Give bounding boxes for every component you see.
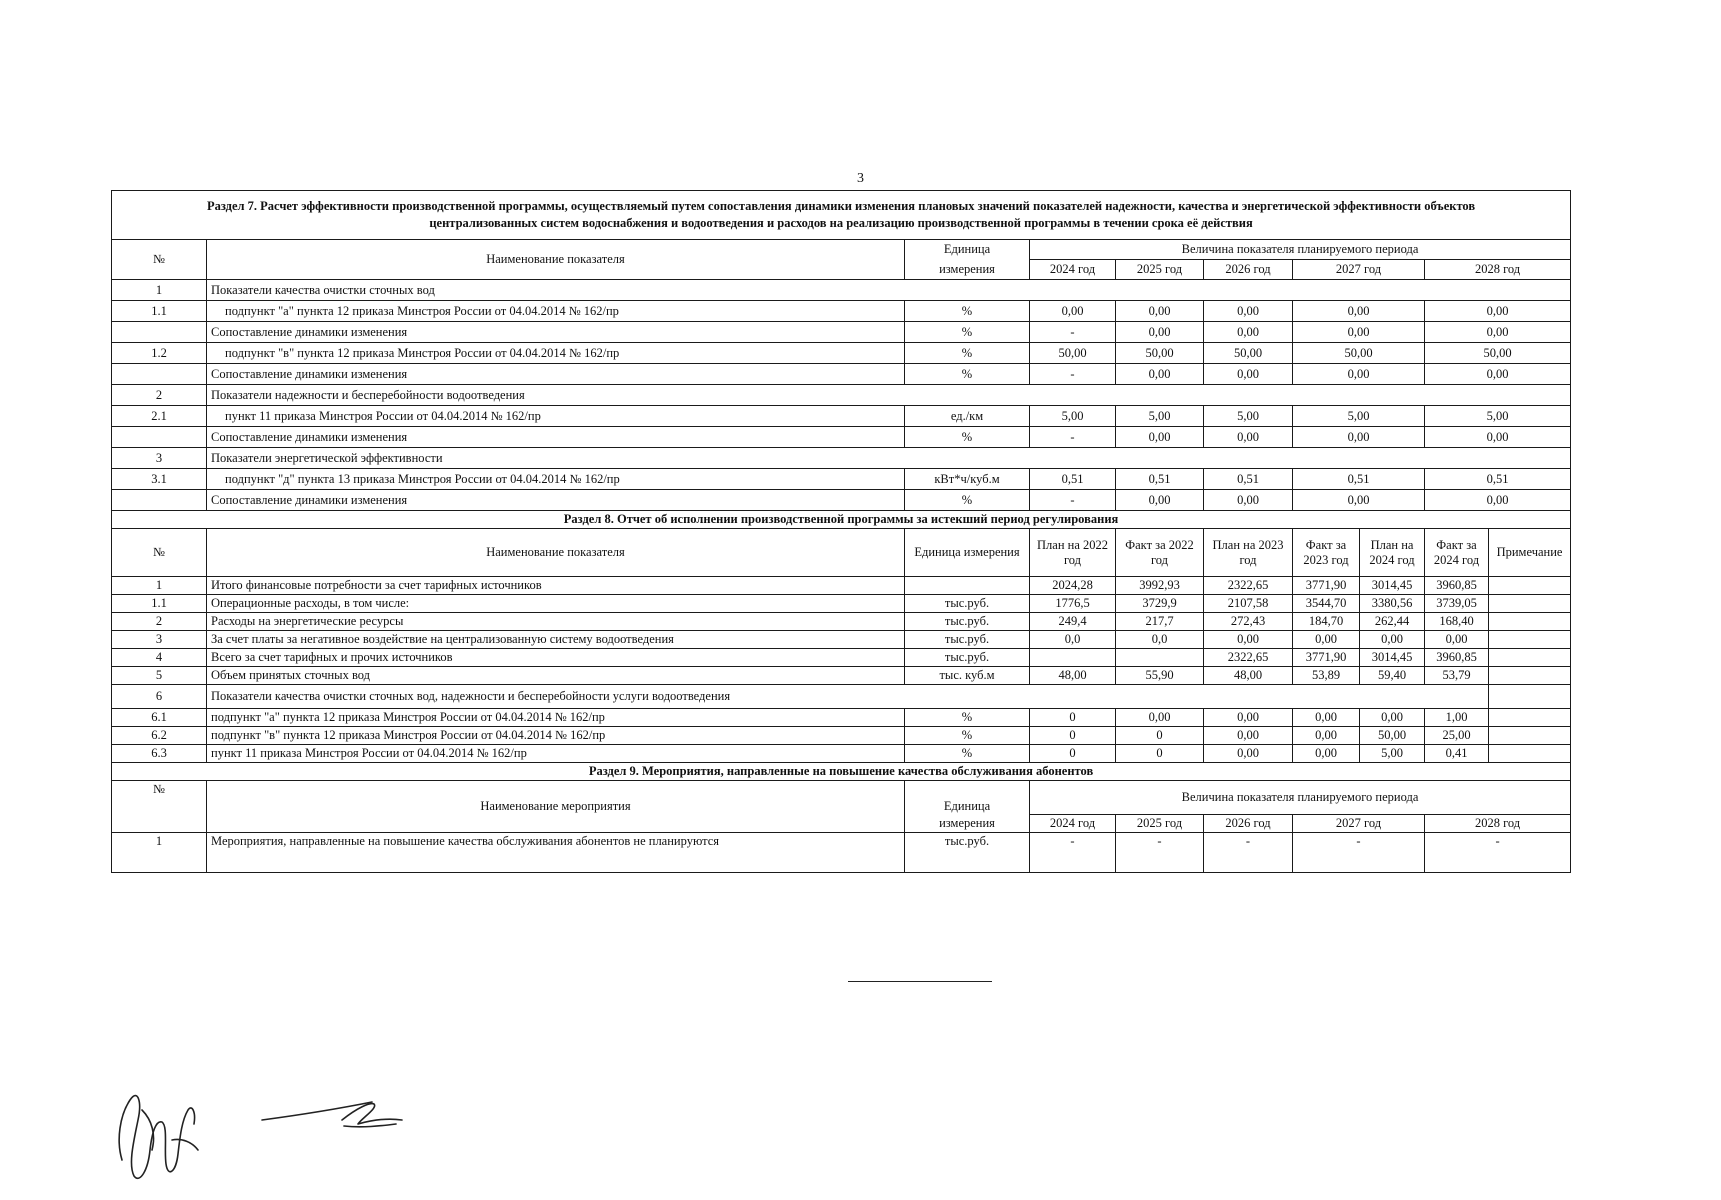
value-cell: 3739,05 — [1425, 595, 1489, 613]
value-cell: - — [1030, 322, 1116, 343]
value-cell: 5,00 — [1204, 406, 1293, 427]
section7-row — [112, 322, 1571, 343]
unit-cell: тыс.руб. — [905, 595, 1030, 613]
value-cell: 0,00 — [1293, 631, 1360, 649]
section7-row — [112, 427, 1571, 448]
value-cell: 0,51 — [1425, 469, 1571, 490]
indicator-name: подпункт "а" пункта 12 приказа Минстроя России от 04.04.2014 № 162/пр — [207, 709, 905, 727]
value-cell: 249,4 — [1030, 613, 1116, 631]
year-header: 2026 год — [1204, 260, 1293, 280]
value-cell: 0 — [1030, 745, 1116, 763]
value-cell: - — [1030, 427, 1116, 448]
indicator-name: подпункт "д" пункта 13 приказа Минстроя России от 04.04.2014 № 162/пр — [207, 469, 905, 490]
value-cell: - — [1030, 364, 1116, 385]
value-cell: 0,51 — [1293, 469, 1425, 490]
value-cell: 0,00 — [1204, 490, 1293, 511]
value-cell — [1116, 649, 1204, 667]
value-cell: 272,43 — [1204, 613, 1293, 631]
section7-row — [112, 490, 1571, 511]
value-cell: 25,00 — [1425, 727, 1489, 745]
section7-row — [112, 448, 1571, 469]
header-name: Наименование показателя — [207, 529, 905, 577]
value-cell: 3380,56 — [1360, 595, 1425, 613]
value-cell: 168,40 — [1425, 613, 1489, 631]
value-cell: 2322,65 — [1204, 577, 1293, 595]
value-cell: 48,00 — [1030, 667, 1116, 685]
value-cell: 0,00 — [1293, 745, 1360, 763]
indicator-name: За счет платы за негативное воздействие на централизованную систему водоотведения — [207, 631, 905, 649]
header-note: Примечание — [1489, 529, 1571, 577]
unit-cell: кВт*ч/куб.м — [905, 469, 1030, 490]
section7-row — [112, 406, 1571, 427]
row-number — [112, 490, 207, 511]
indicator-name: пункт 11 приказа Минстроя России от 04.04.2014 № 162/пр — [207, 406, 905, 427]
value-cell: 0,00 — [1204, 631, 1293, 649]
section8-title-row — [112, 511, 1571, 529]
note-cell — [1489, 595, 1571, 613]
section7-title-row — [112, 191, 1571, 240]
section8-row — [112, 727, 1571, 745]
section7-row — [112, 343, 1571, 364]
value-cell: 3729,9 — [1116, 595, 1204, 613]
handwritten-signature — [112, 1080, 422, 1190]
value-cell: 2024,28 — [1030, 577, 1116, 595]
col-unit-header: Единица — [905, 240, 1030, 260]
value-cell: 0,41 — [1425, 745, 1489, 763]
indicator-name: Сопоставление динамики изменения — [207, 427, 905, 448]
row-number: 1 — [112, 280, 207, 301]
indicator-name: Операционные расходы, в том числе: — [207, 595, 905, 613]
year-header: 2025 год — [1116, 260, 1204, 280]
row-number: 1.2 — [112, 343, 207, 364]
col-num-header: № — [112, 240, 207, 280]
row-number: 1.1 — [112, 595, 207, 613]
header-unit: Единица измерения — [905, 529, 1030, 577]
value-cell: 2107,58 — [1204, 595, 1293, 613]
value-cell: 0,00 — [1293, 301, 1425, 322]
value-cell: 0,51 — [1116, 469, 1204, 490]
value-cell: 0,00 — [1360, 709, 1425, 727]
indicator-name: подпункт "в" пункта 12 приказа Минстроя России от 04.04.2014 № 162/пр — [207, 727, 905, 745]
row-number: 3 — [112, 448, 207, 469]
col-name-header: Наименование мероприятия — [207, 781, 905, 833]
col-unit-header: Единица — [905, 781, 1030, 815]
value-cell: 0,00 — [1293, 727, 1360, 745]
unit-cell: % — [905, 745, 1030, 763]
row-number — [112, 427, 207, 448]
value-cell: 3544,70 — [1293, 595, 1360, 613]
header-fact2023: Факт за 2023 год — [1293, 529, 1360, 577]
value-cell: 0,51 — [1204, 469, 1293, 490]
indicator-name: Объем принятых сточных вод — [207, 667, 905, 685]
note-cell — [1489, 667, 1571, 685]
value-cell: 5,00 — [1360, 745, 1425, 763]
value-cell: 50,00 — [1293, 343, 1425, 364]
row-number: 6.1 — [112, 709, 207, 727]
note-cell — [1489, 727, 1571, 745]
section7-row — [112, 280, 1571, 301]
value-cell: 50,00 — [1204, 343, 1293, 364]
value-cell: 0,00 — [1116, 322, 1204, 343]
header-plan2023: План на 2023 год — [1204, 529, 1293, 577]
page-number: 3 — [857, 171, 864, 186]
unit-cell: тыс.руб. — [905, 613, 1030, 631]
value-cell: - — [1116, 833, 1204, 873]
row-number: 6 — [112, 685, 207, 709]
unit-cell: тыс.руб. — [905, 649, 1030, 667]
indicator-name: Всего за счет тарифных и прочих источников — [207, 649, 905, 667]
section9-title-row — [112, 763, 1571, 781]
value-cell: 50,00 — [1360, 727, 1425, 745]
value-cell: 53,79 — [1425, 667, 1489, 685]
value-cell: 5,00 — [1293, 406, 1425, 427]
section8-row — [112, 667, 1571, 685]
value-cell: 0,00 — [1204, 745, 1293, 763]
section8-title: Раздел 8. Отчет об исполнении производственной программы за истекший период регулирования — [112, 511, 1571, 529]
value-cell: 50,00 — [1425, 343, 1571, 364]
value-cell: 0,00 — [1293, 427, 1425, 448]
section8-row — [112, 745, 1571, 763]
value-cell: - — [1425, 833, 1571, 873]
value-cell: 1776,5 — [1030, 595, 1116, 613]
measure-name: Мероприятия, направленные на повышение качества обслуживания абонентов не планируются — [207, 833, 905, 873]
note-cell — [1489, 709, 1571, 727]
header-plan2022: План на 2022 год — [1030, 529, 1116, 577]
value-cell: 0,00 — [1204, 427, 1293, 448]
section7-row — [112, 469, 1571, 490]
header-num: № — [112, 529, 207, 577]
value-cell: 0,00 — [1204, 301, 1293, 322]
unit-cell: % — [905, 727, 1030, 745]
indicator-name: Сопоставление динамики изменения — [207, 490, 905, 511]
section7-row — [112, 364, 1571, 385]
value-cell: 53,89 — [1293, 667, 1360, 685]
value-cell: 0,00 — [1116, 301, 1204, 322]
value-cell: 0 — [1030, 727, 1116, 745]
indicator-name: подпункт "в" пункта 12 приказа Минстроя России от 04.04.2014 № 162/пр — [207, 343, 905, 364]
value-cell: 50,00 — [1030, 343, 1116, 364]
value-cell: 2322,65 — [1204, 649, 1293, 667]
indicator-name: подпункт "а" пункта 12 приказа Минстроя России от 04.04.2014 № 162/пр — [207, 301, 905, 322]
value-cell: 0,00 — [1116, 427, 1204, 448]
value-cell: - — [1030, 833, 1116, 873]
value-cell: 0,00 — [1116, 364, 1204, 385]
value-cell: 0,00 — [1425, 490, 1571, 511]
section9-title: Раздел 9. Мероприятия, направленные на повышение качества обслуживания абонентов — [112, 763, 1571, 781]
row-number: 3 — [112, 631, 207, 649]
value-cell: 3771,90 — [1293, 577, 1360, 595]
year-header: 2027 год — [1293, 260, 1425, 280]
value-cell: 217,7 — [1116, 613, 1204, 631]
value-cell: 0,00 — [1425, 364, 1571, 385]
header-plan2024: План на 2024 год — [1360, 529, 1425, 577]
value-cell: 5,00 — [1116, 406, 1204, 427]
value-cell: 0,00 — [1293, 364, 1425, 385]
note-cell — [1489, 631, 1571, 649]
row-number: 2 — [112, 613, 207, 631]
header-fact2024: Факт за 2024 год — [1425, 529, 1489, 577]
value-cell: 50,00 — [1116, 343, 1204, 364]
value-cell: 0,00 — [1293, 322, 1425, 343]
year-header: 2028 год — [1425, 260, 1571, 280]
note-cell — [1489, 613, 1571, 631]
value-cell: 1,00 — [1425, 709, 1489, 727]
unit-cell: % — [905, 343, 1030, 364]
col-unit-header-line2: измерения — [905, 260, 1030, 280]
note-cell — [1489, 649, 1571, 667]
value-cell: 3960,85 — [1425, 649, 1489, 667]
value-cell: - — [1293, 833, 1425, 873]
unit-cell: тыс.руб. — [905, 833, 1030, 873]
unit-cell: % — [905, 322, 1030, 343]
value-cell: 0,0 — [1116, 631, 1204, 649]
value-cell: 0,00 — [1116, 709, 1204, 727]
value-cell: 48,00 — [1204, 667, 1293, 685]
value-cell: 0,00 — [1360, 631, 1425, 649]
note-cell — [1489, 745, 1571, 763]
value-cell: 5,00 — [1030, 406, 1116, 427]
value-cell: 0,00 — [1204, 727, 1293, 745]
group-title: Показатели надежности и бесперебойности водоотведения — [207, 385, 1571, 406]
row-number: 5 — [112, 667, 207, 685]
unit-cell: % — [905, 364, 1030, 385]
value-cell: 3960,85 — [1425, 577, 1489, 595]
unit-cell: % — [905, 490, 1030, 511]
value-cell: 0,00 — [1030, 301, 1116, 322]
separator-line — [848, 981, 992, 982]
indicator-name: Итого финансовые потребности за счет тарифных источников — [207, 577, 905, 595]
section7-row — [112, 301, 1571, 322]
year-header: 2027 год — [1293, 815, 1425, 833]
value-cell: 0,00 — [1425, 631, 1489, 649]
col-name-header: Наименование показателя — [207, 240, 905, 280]
value-cell: - — [1204, 833, 1293, 873]
value-cell: 55,90 — [1116, 667, 1204, 685]
value-cell: 0,00 — [1425, 322, 1571, 343]
value-cell: 3992,93 — [1116, 577, 1204, 595]
year-header: 2024 год — [1030, 260, 1116, 280]
value-cell: 0 — [1116, 727, 1204, 745]
row-number: 6.2 — [112, 727, 207, 745]
section8-row — [112, 685, 1571, 709]
value-cell: 0 — [1116, 745, 1204, 763]
value-cell: 0,00 — [1116, 490, 1204, 511]
row-number: 2.1 — [112, 406, 207, 427]
value-cell: 0 — [1030, 709, 1116, 727]
year-header: 2024 год — [1030, 815, 1116, 833]
group-title: Показатели качества очистки сточных вод — [207, 280, 1571, 301]
value-cell: 3014,45 — [1360, 649, 1425, 667]
row-number: 1 — [112, 833, 207, 873]
year-header: 2028 год — [1425, 815, 1571, 833]
indicator-name: Сопоставление динамики изменения — [207, 364, 905, 385]
value-cell: 0,00 — [1293, 490, 1425, 511]
unit-cell: % — [905, 301, 1030, 322]
section7-title: Раздел 7. Расчет эффективности производственной программы, осуществляемый путем сопоставления динамики изменения плановых значений показателей надежности, качества и энергетической эффективности объектов централизованных систем водоснабжения и водоотведения и расходов на реализацию производственной программы в течении срока её действия — [112, 191, 1571, 240]
value-cell: 0,00 — [1204, 709, 1293, 727]
row-number — [112, 322, 207, 343]
section9-header-row — [112, 781, 1571, 815]
row-number: 4 — [112, 649, 207, 667]
row-number: 1.1 — [112, 301, 207, 322]
group-title: Показатели качества очистки сточных вод, надежности и бесперебойности услуги водоотведения — [207, 685, 1489, 709]
section8-row — [112, 595, 1571, 613]
value-cell: 3771,90 — [1293, 649, 1360, 667]
unit-cell: тыс. куб.м — [905, 667, 1030, 685]
value-cell: 184,70 — [1293, 613, 1360, 631]
document-table — [111, 190, 1571, 873]
value-cell: 262,44 — [1360, 613, 1425, 631]
row-number: 6.3 — [112, 745, 207, 763]
section7-header-row — [112, 240, 1571, 260]
value-cell: - — [1030, 490, 1116, 511]
unit-cell: % — [905, 709, 1030, 727]
year-header: 2025 год — [1116, 815, 1204, 833]
indicator-name: пункт 11 приказа Минстроя России от 04.04.2014 № 162/пр — [207, 745, 905, 763]
value-cell: 3014,45 — [1360, 577, 1425, 595]
unit-cell — [905, 577, 1030, 595]
value-cell: 59,40 — [1360, 667, 1425, 685]
section8-row — [112, 649, 1571, 667]
unit-cell: тыс.руб. — [905, 631, 1030, 649]
value-cell: 0,00 — [1425, 301, 1571, 322]
section8-row — [112, 613, 1571, 631]
year-header: 2026 год — [1204, 815, 1293, 833]
value-cell: 0,00 — [1425, 427, 1571, 448]
col-period-header: Величина показателя планируемого периода — [1030, 240, 1571, 260]
row-number — [112, 364, 207, 385]
col-period-header: Величина показателя планируемого периода — [1030, 781, 1571, 815]
row-number: 2 — [112, 385, 207, 406]
section8-row — [112, 577, 1571, 595]
value-cell: 0,00 — [1204, 322, 1293, 343]
unit-cell: ед./км — [905, 406, 1030, 427]
indicator-name: Расходы на энергетические ресурсы — [207, 613, 905, 631]
value-cell: 0,0 — [1030, 631, 1116, 649]
value-cell: 0,00 — [1204, 364, 1293, 385]
note-cell — [1489, 577, 1571, 595]
section8-header-row — [112, 529, 1571, 577]
section7-row — [112, 385, 1571, 406]
row-number: 1 — [112, 577, 207, 595]
section8-row — [112, 709, 1571, 727]
col-unit-header-line2: измерения — [905, 815, 1030, 833]
indicator-name: Сопоставление динамики изменения — [207, 322, 905, 343]
value-cell: 0,00 — [1293, 709, 1360, 727]
section8-row — [112, 631, 1571, 649]
group-title: Показатели энергетической эффективности — [207, 448, 1571, 469]
col-num-header: № — [112, 781, 207, 833]
value-cell: 0,51 — [1030, 469, 1116, 490]
section9-row — [112, 833, 1571, 873]
unit-cell: % — [905, 427, 1030, 448]
header-fact2022: Факт за 2022 год — [1116, 529, 1204, 577]
row-number: 3.1 — [112, 469, 207, 490]
note-cell — [1489, 685, 1571, 709]
value-cell: 5,00 — [1425, 406, 1571, 427]
value-cell — [1030, 649, 1116, 667]
